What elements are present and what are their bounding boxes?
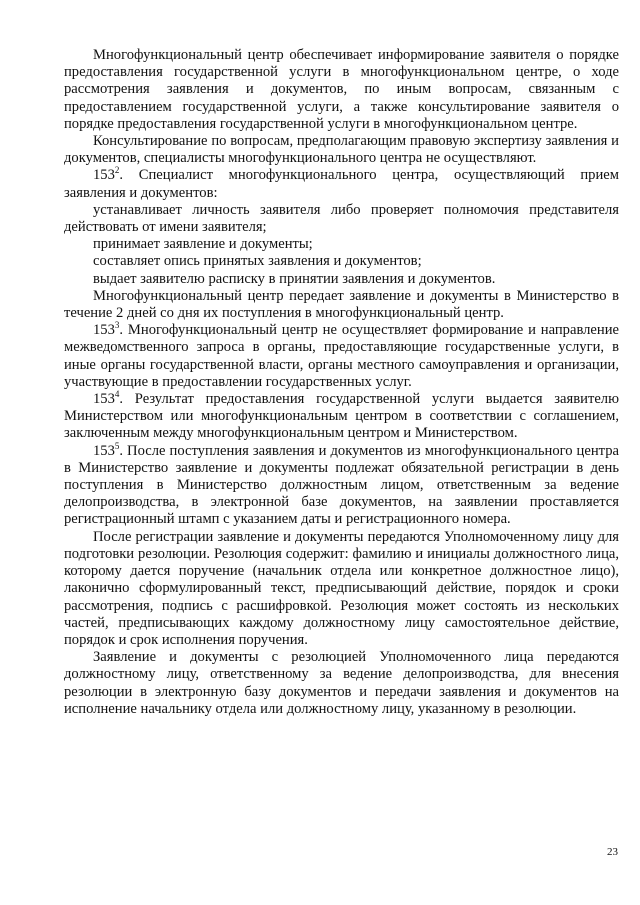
- paragraph-text: принимает заявление и документы;: [93, 236, 313, 253]
- paragraph-resolution: [64, 529, 619, 649]
- paragraph-text: Многофункциональный центр передает заявление и документы в Министерство в течение 2 дней со дня их поступления в многофункциональный центр.: [64, 287, 619, 322]
- paragraph-text: устанавливает личность заявителя либо проверяет полномочия представителя действовать от имени заявителя;: [64, 201, 619, 236]
- paragraph-mfc-informing: [64, 47, 619, 133]
- clause-number: 153: [93, 167, 115, 184]
- document-page: [64, 47, 619, 718]
- list-item-identity: [64, 202, 619, 236]
- list-item-inventory: [64, 253, 619, 270]
- clause-superscript: 4: [114, 389, 120, 400]
- clause-superscript: 5: [114, 440, 120, 451]
- paragraph-153-5: [64, 440, 619, 529]
- paragraph-153-2: [64, 167, 619, 201]
- clause-superscript: 3: [114, 320, 120, 331]
- paragraph-text: . Специалист многофункционального центра, осуществляющий прием заявления и документов:: [64, 167, 619, 201]
- paragraph-resolution-transfer: [64, 649, 619, 718]
- paragraph-consulting: [64, 133, 619, 167]
- clause-superscript: 2: [114, 165, 120, 176]
- paragraph-text: . Многофункциональный центр не осуществляет формирование и направление межведомственного запроса в органы, предоставляющие государственные услуги, в иные органы государственной власти, органы местного самоуправления и организации, участвующие в предоставлении государственных услуг.: [64, 322, 619, 390]
- paragraph-text: Заявление и документы с резолюцией Уполномоченного лица передаются должностному лицу, ответственному за ведение делопроизводства, для внесения резолюции в электронную базу документов и передачи заявления и документов на исполнение начальнику отдела или должностному лицу, указанному в резолюции.: [64, 649, 619, 717]
- paragraph-text: Многофункциональный центр обеспечивает информирование заявителя о порядке предоставления государственной услуги в многофункциональном центре, о ходе рассмотрения заявления и документов, по иным вопросам, связанным с предоставлением государственной услуги, а также консультирование заявителя о порядке предоставления государственной услуги в многофункциональном центре.: [64, 47, 619, 132]
- page-number: 23: [607, 846, 618, 858]
- list-item-accept: [64, 236, 619, 253]
- paragraph-text: Консультирование по вопросам, предполагающим правовую экспертизу заявления и документов, специалисты многофункционального центра не осуществляют.: [64, 133, 619, 167]
- paragraph-text: После регистрации заявление и документы передаются Уполномоченному лицу для подготовки резолюции. Резолюция содержит: фамилию и инициалы должностного лица, которому дается поручение (начальник отдела или конкретное должностное лицо), лаконично сформулированный текст, предписывающий действие, порядок и сроки рассмотрения, подпись с расшифровкой. Резолюция может состоять из нескольких частей, предписывающих каждому должностному лицу самостоятельное действие, порядок и срок исполнения поручения.: [64, 528, 619, 648]
- paragraph-text: выдает заявителю расписку в принятии заявления и документов.: [93, 270, 496, 287]
- paragraph-text: . После поступления заявления и документов из многофункционального центра в Министерство заявление и документы подлежат обязательной регистрации в день поступления в Министерство должностным лицом, ответственным за ведение делопроизводства, в электронной базе документов, на заявлении проставляется регистрационный штамп с указанием даты и регистрационного номера.: [64, 442, 619, 528]
- paragraph-153-4: [64, 391, 619, 443]
- clause-number: 153: [93, 442, 115, 459]
- clause-number: 153: [93, 391, 115, 408]
- paragraph-153-3: [64, 322, 619, 391]
- paragraph-transfer: [64, 288, 619, 322]
- paragraph-text: . Результат предоставления государственной услуги выдается заявителю Министерством или многофункциональным центром в соответствии с соглашением, заключенным между многофункциональным центром и Министерством.: [64, 391, 619, 442]
- paragraph-text: составляет опись принятых заявления и документов;: [93, 253, 422, 270]
- list-item-receipt: [64, 271, 619, 288]
- clause-number: 153: [93, 322, 115, 339]
